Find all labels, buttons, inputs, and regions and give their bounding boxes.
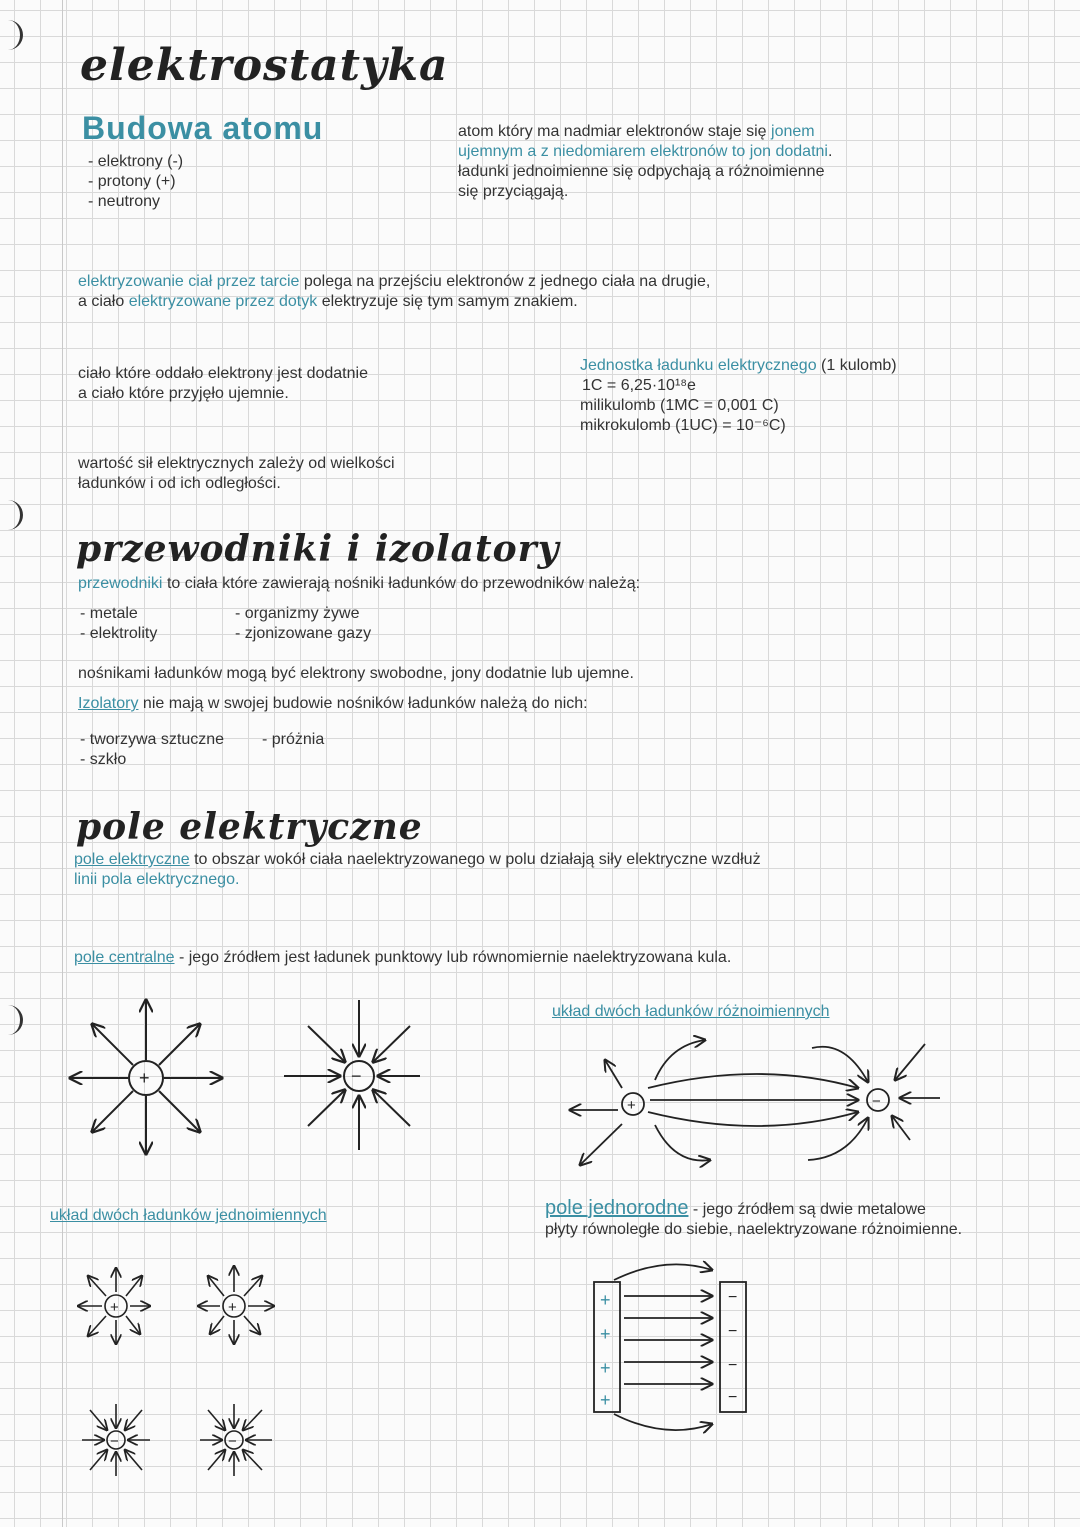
central-field-text: pole centralne - jego źródłem jest ładunek punktowy lub równomiernie naelektryzowana kula.	[74, 949, 732, 966]
positive-sign: +	[139, 1068, 150, 1088]
field-definition: pole elektryczne to obszar wokół ciała naelektryzowanego w polu działają siły elektryczne wzdłuż linii pola elektrycznego.	[74, 851, 761, 888]
list-item: - organizmy żywe	[235, 605, 360, 622]
svg-text:+: +	[228, 1299, 237, 1316]
friction-paragraph: elektryzowanie ciał przez tarcie polega na przejściu elektronów z jednego ciała na drugie, a ciało elektryzowane przez dotyk elektryzuje się tym samym znakiem.	[78, 273, 711, 310]
unit-box: Jednostka ładunku elektrycznego (1 kulomb) 1C = 6,25·10¹⁸e milikulomb (1MC = 0,001 C) mikrokulomb (1UC) = 10⁻⁶C)	[580, 357, 897, 434]
list-item: - neutrony	[88, 193, 161, 210]
body-charge-text: ciało które oddało elektrony jest dodatnie a ciało które przyjęło ujemnie.	[78, 365, 368, 402]
plate-plus-signs	[600, 1290, 611, 1410]
conductors-intro: przewodniki to ciała które zawierają nośniki ładunków do przewodników należą:	[78, 575, 641, 592]
plate-minus-signs	[728, 1289, 737, 1406]
svg-text:+: +	[110, 1299, 119, 1316]
uniform-field-text: pole jednorodne - jego źródłem są dwie metalowe płyty równoległe do siebie, naelektryzowane różnoimienne.	[545, 1197, 963, 1238]
field-heading: pole elektryczne	[76, 806, 423, 848]
list-item: - metale	[80, 605, 138, 622]
list-item: - tworzywa sztuczne	[80, 731, 225, 748]
negative-sign: −	[351, 1066, 362, 1086]
opposite-charges-diagram	[570, 1040, 940, 1165]
list-item: - próżnia	[262, 731, 325, 748]
svg-text:−: −	[728, 1389, 738, 1406]
svg-text:−: −	[728, 1357, 738, 1374]
page-title: elektrostatyka	[80, 40, 449, 91]
conductors-heading: przewodniki i izolatory	[76, 528, 560, 570]
force-text: wartość sił elektrycznych zależy od wielkości ładunków i od ich odległości.	[78, 455, 395, 492]
svg-text:−: −	[728, 1323, 738, 1340]
list-item: - zjonizowane gazy	[235, 625, 372, 642]
uniform-field-diagram	[594, 1264, 746, 1430]
carriers-text: nośnikami ładunków mogą być elektrony swobodne, jony dodatnie lub ujemne.	[78, 665, 634, 682]
atom-heading: Budowa atomu	[82, 110, 324, 146]
svg-text:+: +	[600, 1290, 611, 1310]
list-item: - protony (+)	[88, 173, 176, 190]
svg-text:+: +	[600, 1358, 611, 1378]
svg-text:+: +	[600, 1390, 611, 1410]
same-positive-diagram	[78, 1266, 274, 1344]
same-charges-label: układ dwóch ładunków jednoimiennych	[50, 1207, 327, 1224]
svg-text:−: −	[872, 1093, 881, 1110]
svg-text:−: −	[228, 1433, 237, 1450]
insulators-intro: Izolatory nie mają w swojej budowie nośników ładunków należą do nich:	[78, 695, 588, 712]
atom-description: atom który ma nadmiar elektronów staje się jonem ujemnym a z niedomiarem elektronów to jon dodatni. ładunki jednoimienne się odpychają a różnoimienne się przyciągają.	[458, 123, 833, 200]
svg-text:+: +	[600, 1324, 611, 1344]
opposite-charges-label: układ dwóch ładunków różnoimiennych	[552, 1003, 830, 1020]
list-item: - szkło	[80, 751, 127, 768]
svg-text:+: +	[627, 1097, 636, 1114]
list-item: - elektrony (-)	[88, 153, 184, 170]
svg-text:−: −	[728, 1289, 738, 1306]
list-item: - elektrolity	[80, 625, 158, 642]
svg-text:−: −	[110, 1433, 119, 1450]
